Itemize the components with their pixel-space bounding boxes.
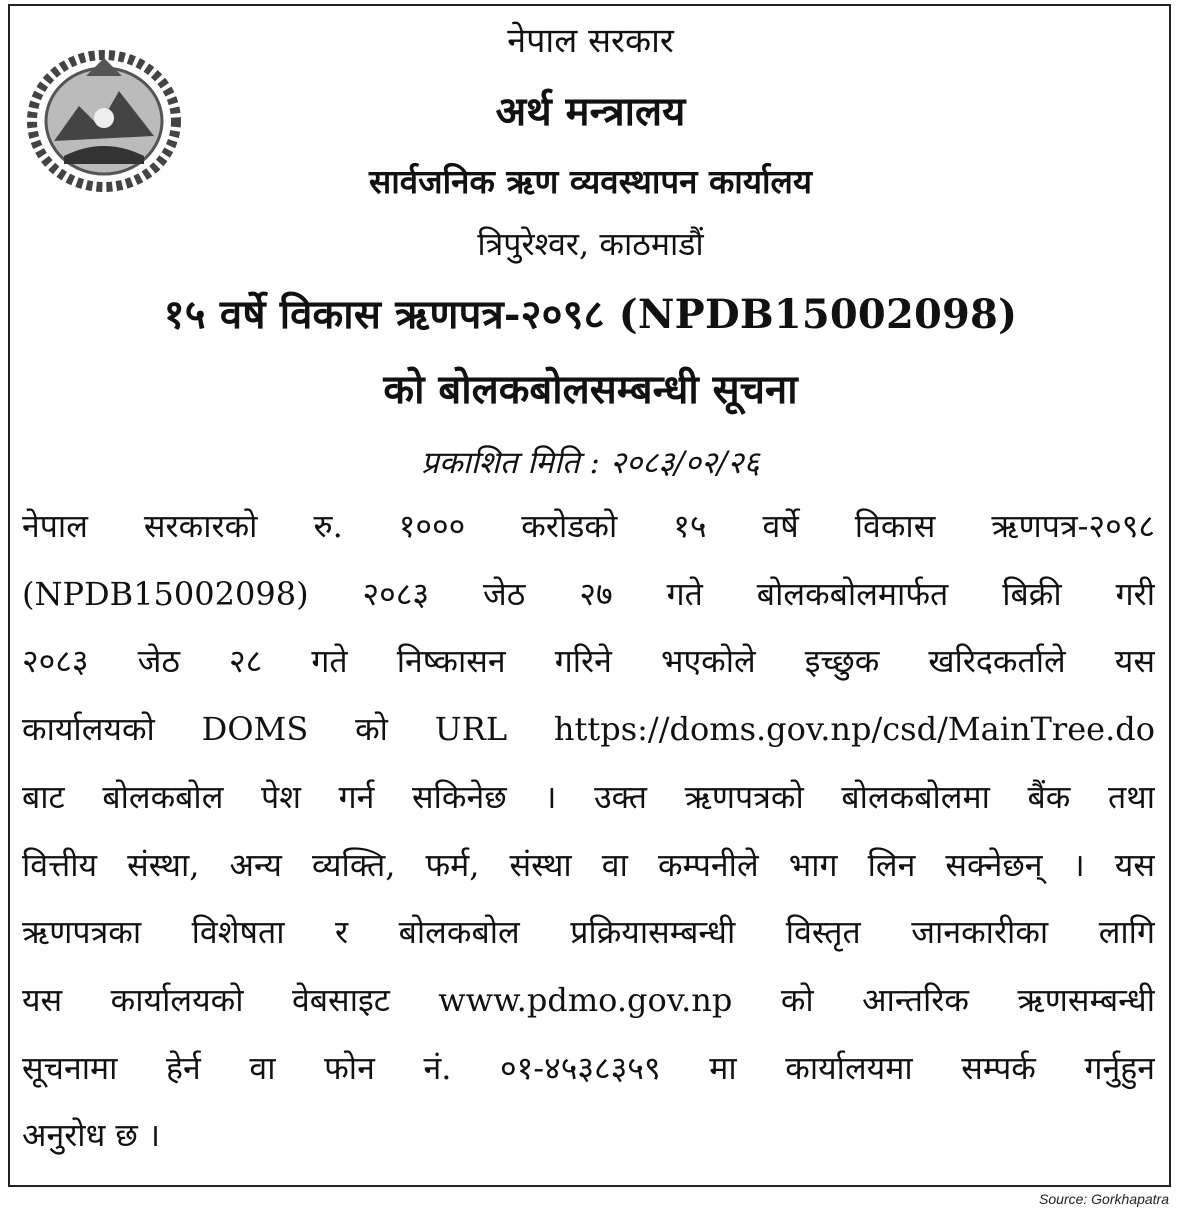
notice-title-line-2: को बोलकबोलसम्बन्धी सूचना xyxy=(383,366,798,413)
body-line: सूचनामा हेर्न वा फोन नं. ०१-४५३८३५९ मा कार्यालयमा सम्पर्क गर्नुहुन xyxy=(22,1048,1155,1087)
body-line: (NPDB15002098) २०८३ जेठ २७ गते बोलकबोलमार्फत बिक्री गरी xyxy=(22,574,1155,613)
body-line-with-website: यस कार्यालयको वेबसाइट www.pdmo.gov.np को आन्तरिक ऋणसम्बन्धी xyxy=(22,980,1155,1019)
body-line: बाट बोलकबोल पेश गर्न सकिनेछ । उक्त ऋणपत्रको बोलकबोलमा बैंक तथा xyxy=(22,777,1155,816)
ministry-name: अर्थ मन्त्रालय xyxy=(495,88,686,135)
notice-body xyxy=(22,493,1155,1170)
body-line: २०८३ जेठ २८ गते निष्कासन गरिने भएकोले इच्छुक खरिदकर्ताले यस xyxy=(22,642,1155,681)
body-line: नेपाल सरकारको रु. १००० करोडको १५ वर्षे विकास ऋणपत्र-२०९८ xyxy=(22,507,1155,545)
office-location: त्रिपुरेश्वर, काठमाडौं xyxy=(477,225,704,263)
government-name: नेपाल सरकार xyxy=(507,21,674,61)
body-line: ऋणपत्रका विशेषता र बोलकबोल प्रक्रियासम्बन्धी विस्तृत जानकारीका लागि xyxy=(22,913,1155,952)
notice-title-line-1: १५ वर्षे विकास ऋणपत्र-२०९८ (NPDB15002098) xyxy=(163,291,1018,338)
body-line-with-url: कार्यालयको DOMS को URL https://doms.gov.np/csd/MainTree.do xyxy=(22,710,1155,749)
body-line: वित्तीय संस्था, अन्य व्यक्ति, फर्म, संस्था वा कम्पनीले भाग लिन सक्नेछन् । यस xyxy=(22,845,1155,884)
body-line: अनुरोध छ । xyxy=(22,1116,161,1155)
published-date: प्रकाशित मिति : २०८३/०२/२६ xyxy=(421,445,760,481)
source-credit: Source: Gorkhapatra xyxy=(1039,1191,1169,1207)
office-name: सार्वजनिक ऋण व्यवस्थापन कार्यालय xyxy=(368,162,813,201)
